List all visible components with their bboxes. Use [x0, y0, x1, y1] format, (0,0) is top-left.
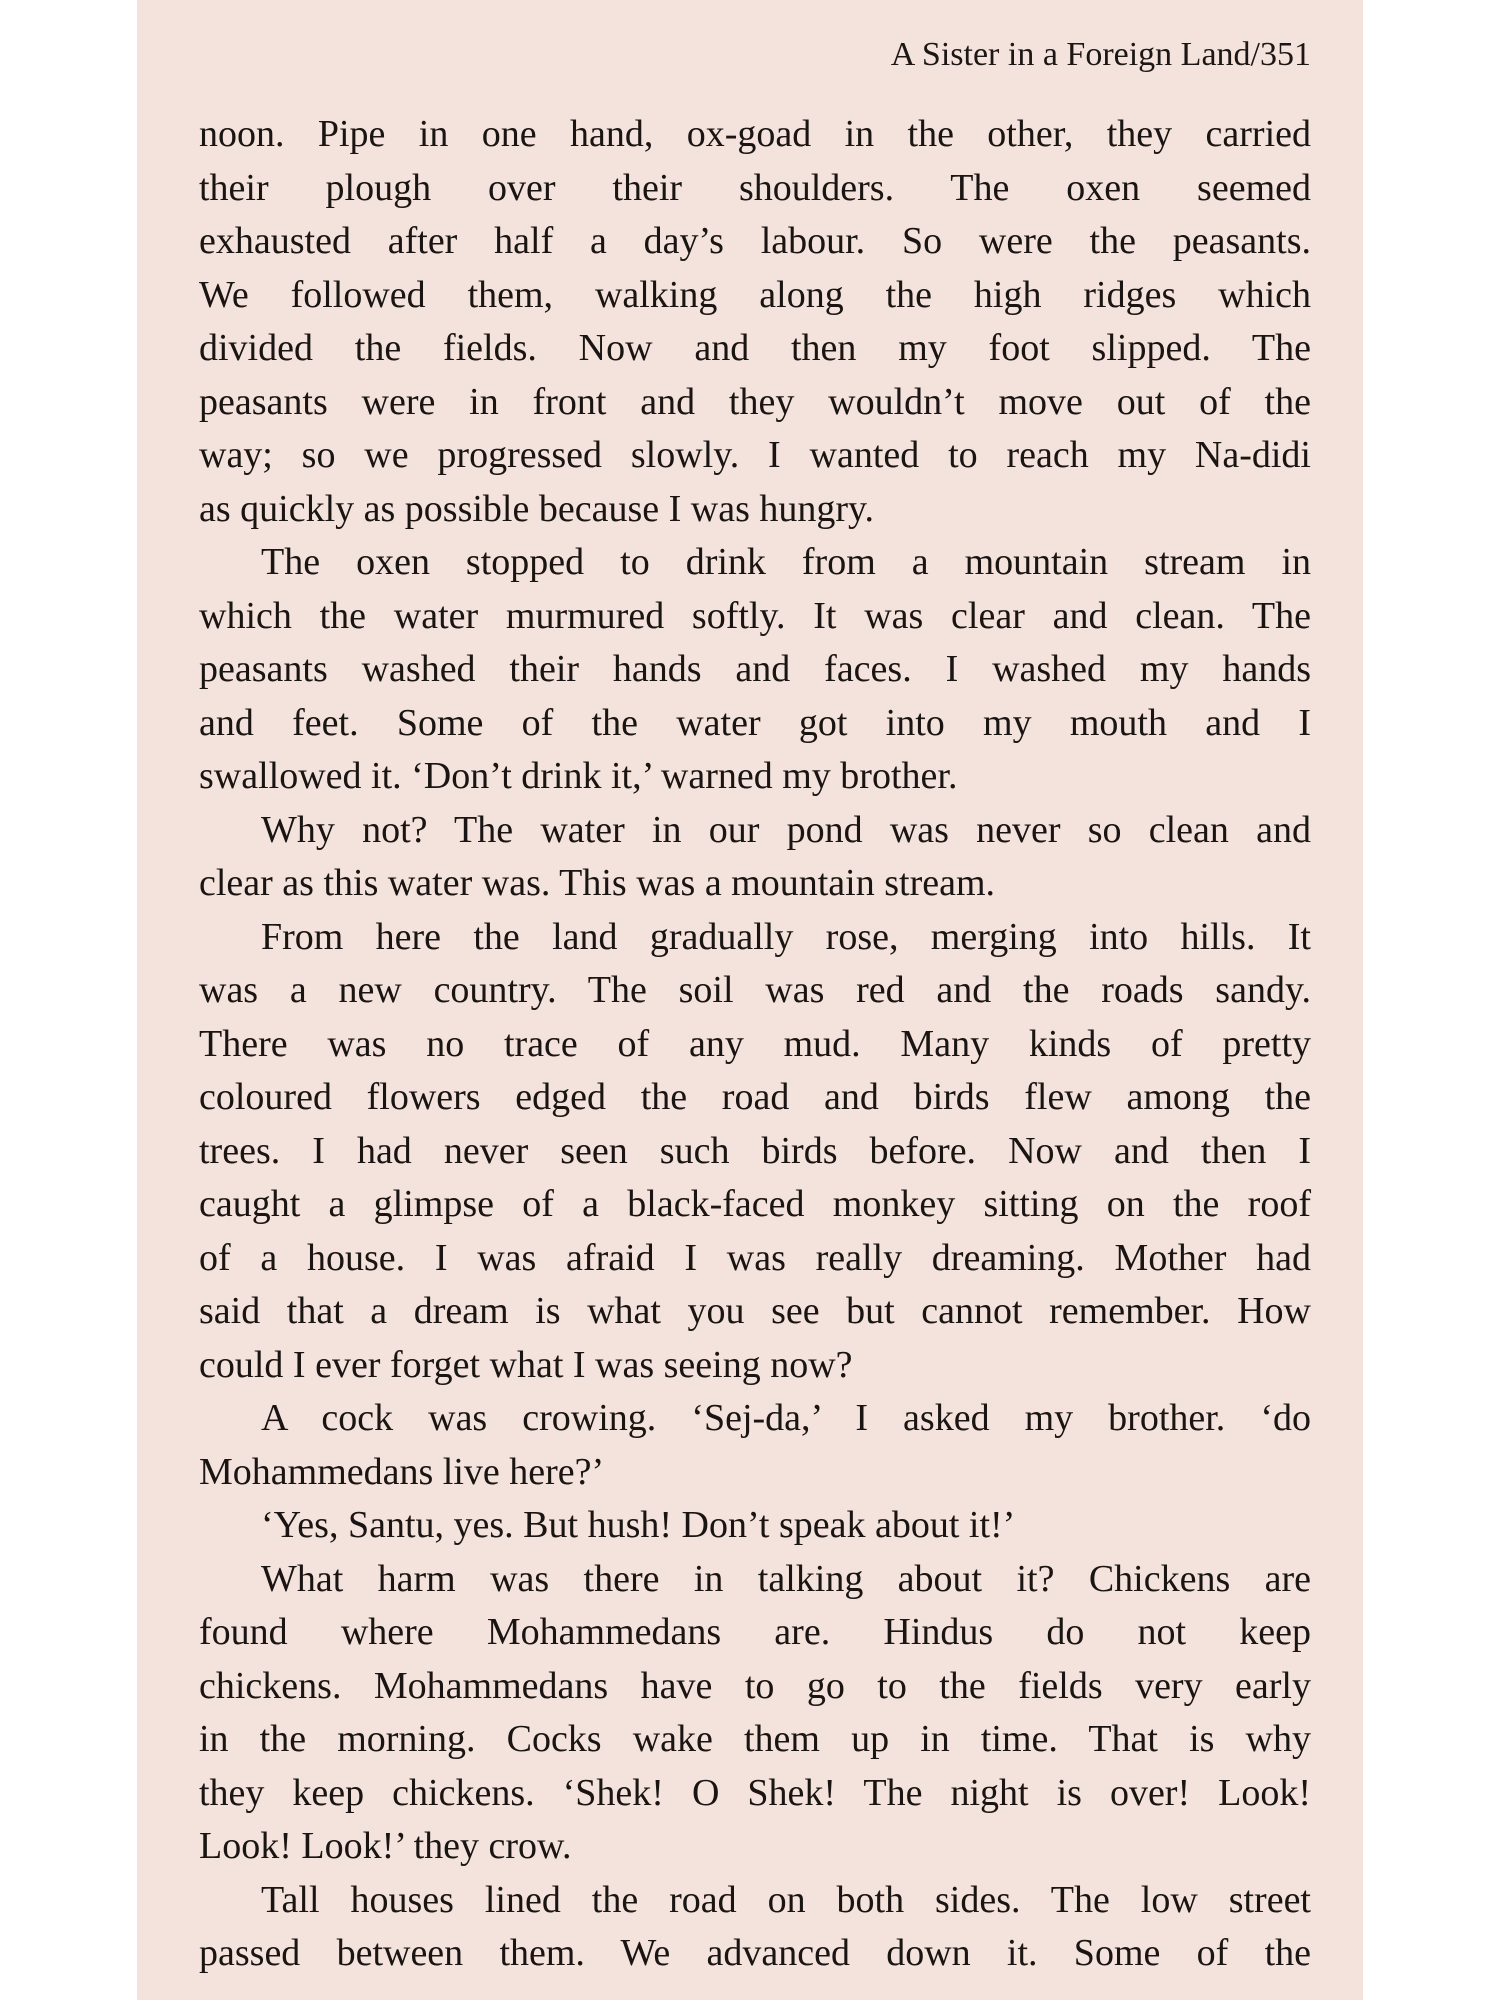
text-line: said that a dream is what you see but cannot remember. How — [199, 1290, 1311, 1332]
text-line: as quickly as possible because I was hungry. — [199, 487, 875, 530]
text-line: exhausted after half a day’s labour. So were the peasants. — [199, 220, 1311, 262]
text-line: of a house. I was afraid I was really dreaming. Mother had — [199, 1236, 1311, 1279]
text-line: way; so we progressed slowly. I wanted to reach my Na-didi — [199, 434, 1311, 476]
text-line: peasants washed their hands and faces. I washed my hands — [199, 648, 1311, 690]
text-line: caught a glimpse of a black-faced monkey sitting on the roof — [199, 1183, 1311, 1225]
text-line: clear as this water was. This was a mountain stream. — [199, 862, 996, 904]
text-line: could I ever forget what I was seeing now? — [199, 1343, 853, 1386]
text-line: they keep chickens. ‘Shek! O Shek! The night is over! Look! — [199, 1771, 1311, 1814]
text-line: The oxen stopped to drink from a mountain stream in — [261, 541, 1311, 583]
text-line: which the water murmured softly. It was clear and clean. The — [199, 594, 1311, 637]
text-line: Tall houses lined the road on both sides. The low street — [261, 1878, 1311, 1921]
running-header: A Sister in a Foreign Land/351 — [890, 36, 1311, 73]
text-line: trees. I had never seen such birds before. Now and then I — [199, 1129, 1311, 1172]
text-line: passed between them. We advanced down it. Some of the — [199, 1932, 1311, 1974]
text-line: There was no trace of any mud. Many kinds of pretty — [199, 1022, 1311, 1065]
text-line: A cock was crowing. ‘Sej-da,’ I asked my brother. ‘do — [261, 1397, 1311, 1439]
text-line: Mohammedans live here?’ — [199, 1450, 605, 1493]
text-line: noon. Pipe in one hand, ox-goad in the other, they carried — [199, 113, 1311, 155]
text-line: Why not? The water in our pond was never so clean and — [261, 808, 1311, 851]
text-line: divided the fields. Now and then my foot slipped. The — [199, 327, 1311, 369]
text-line: their plough over their shoulders. The oxen seemed — [199, 166, 1311, 209]
text-line: chickens. Mohammedans have to go to the fields very early — [199, 1664, 1311, 1707]
text-line: found where Mohammedans are. Hindus do not keep — [199, 1611, 1311, 1653]
book-page — [137, 0, 1363, 2000]
text-line: ‘Yes, Santu, yes. But hush! Don’t speak about it!’ — [261, 1504, 1016, 1546]
text-line: in the morning. Cocks wake them up in time. That is why — [199, 1718, 1311, 1760]
text-line: and feet. Some of the water got into my mouth and I — [199, 701, 1311, 744]
text-line: peasants were in front and they wouldn’t move out of the — [199, 380, 1311, 423]
text-line: swallowed it. ‘Don’t drink it,’ warned my brother. — [199, 755, 958, 797]
text-line: Look! Look!’ they crow. — [199, 1825, 572, 1867]
text-line: coloured flowers edged the road and birds flew among the — [199, 1076, 1311, 1118]
text-line: From here the land gradually rose, merging into hills. It — [261, 915, 1311, 958]
text-line: What harm was there in talking about it? Chickens are — [261, 1557, 1311, 1600]
body-text — [199, 108, 1311, 1981]
text-line: We followed them, walking along the high ridges which — [199, 273, 1311, 316]
text-line: was a new country. The soil was red and the roads sandy. — [199, 969, 1311, 1011]
